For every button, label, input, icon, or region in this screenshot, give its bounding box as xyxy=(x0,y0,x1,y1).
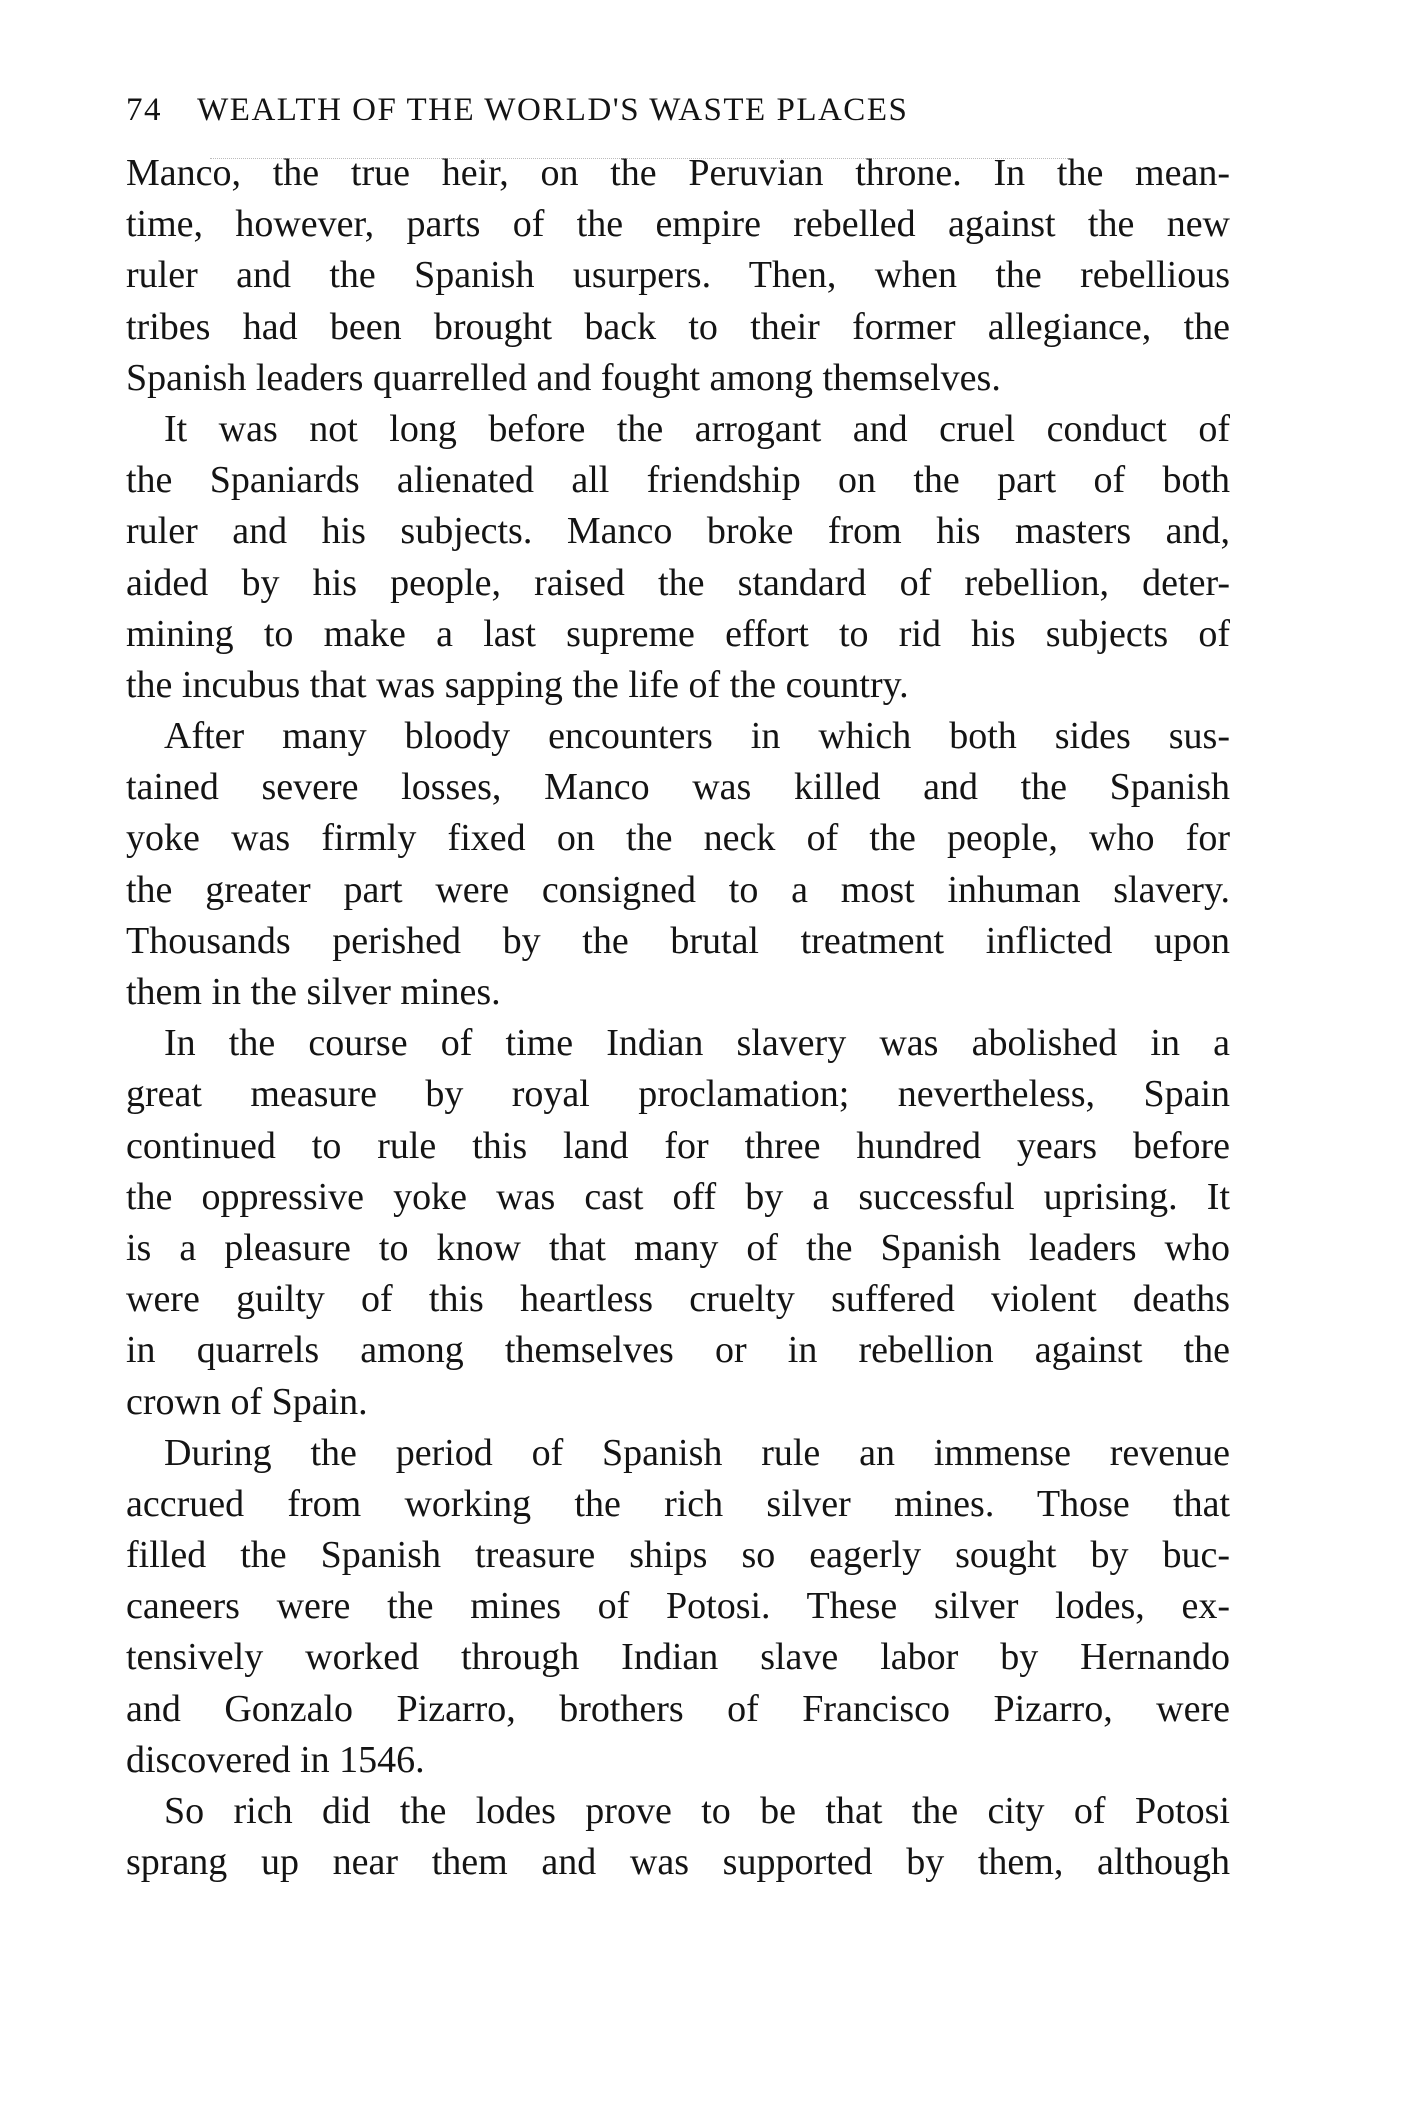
text-line: After many bloody encounters in which both sides sus- xyxy=(164,715,1230,758)
text-line: During the period of Spanish rule an immense revenue xyxy=(164,1431,1230,1474)
text-line: crown of Spain. xyxy=(126,1380,368,1423)
text-line: Spanish leaders quarrelled and fought among themselves. xyxy=(126,356,1001,399)
running-title: WEALTH OF THE WORLD'S WASTE PLACES xyxy=(197,92,909,128)
text-line: discovered in 1546. xyxy=(126,1738,425,1781)
text-line: were guilty of this heartless cruelty suffered violent deaths xyxy=(126,1278,1230,1321)
text-line: ruler and his subjects. Manco broke from his masters and, xyxy=(126,510,1230,553)
running-header xyxy=(126,92,1136,129)
text-line: sprang up near them and was supported by them, although xyxy=(126,1841,1230,1884)
text-line: the oppressive yoke was cast off by a successful uprising. It xyxy=(126,1175,1230,1218)
text-line: ruler and the Spanish usurpers. Then, when the rebellious xyxy=(126,254,1230,297)
text-line: in quarrels among themselves or in rebellion against the xyxy=(126,1329,1230,1372)
text-line: Manco, the true heir, on the Peruvian throne. In the mean- xyxy=(126,152,1230,194)
text-line: the greater part were consigned to a most inhuman slavery. xyxy=(126,868,1230,911)
text-line: continued to rule this land for three hundred years before xyxy=(126,1124,1230,1167)
text-line: accrued from working the rich silver mines. Those that xyxy=(126,1482,1230,1525)
body-text xyxy=(126,148,1230,1888)
text-line: It was not long before the arrogant and cruel conduct of xyxy=(164,407,1230,450)
text-line: tribes had been brought back to their former allegiance, the xyxy=(126,305,1230,348)
text-line: tained severe losses, Manco was killed and the Spanish xyxy=(126,766,1230,809)
text-line: So rich did the lodes prove to be that the city of Potosi xyxy=(164,1790,1230,1832)
text-line: the Spaniards alienated all friendship on the part of both xyxy=(126,459,1230,502)
text-line: time, however, parts of the empire rebelled against the new xyxy=(126,203,1230,246)
text-line: great measure by royal proclamation; nevertheless, Spain xyxy=(126,1073,1230,1116)
text-line: Thousands perished by the brutal treatment inflicted upon xyxy=(126,919,1230,962)
text-line: mining to make a last supreme effort to rid his subjects of xyxy=(126,612,1230,655)
paragraph xyxy=(126,711,1230,1018)
page-number: 74 xyxy=(126,92,162,128)
text-line: In the course of time Indian slavery was abolished in a xyxy=(164,1022,1230,1065)
text-line: the incubus that was sapping the life of the country. xyxy=(126,663,909,706)
text-line: them in the silver mines. xyxy=(126,971,501,1013)
text-line: caneers were the mines of Potosi. These silver lodes, ex- xyxy=(126,1585,1230,1628)
paragraph xyxy=(126,1018,1230,1428)
text-line: aided by his people, raised the standard of rebellion, deter- xyxy=(126,561,1230,604)
text-line: filled the Spanish treasure ships so eagerly sought by buc- xyxy=(126,1534,1230,1577)
paragraph xyxy=(126,1428,1230,1786)
text-line: is a pleasure to know that many of the Spanish leaders who xyxy=(126,1226,1230,1269)
text-line: tensively worked through Indian slave labor by Hernando xyxy=(126,1636,1230,1679)
text-line: yoke was firmly fixed on the neck of the people, who for xyxy=(126,817,1230,860)
text-line: and Gonzalo Pizarro, brothers of Francisco Pizarro, were xyxy=(126,1687,1230,1730)
paragraph xyxy=(126,1786,1230,1888)
paragraph xyxy=(126,148,1230,404)
paragraph xyxy=(126,404,1230,711)
